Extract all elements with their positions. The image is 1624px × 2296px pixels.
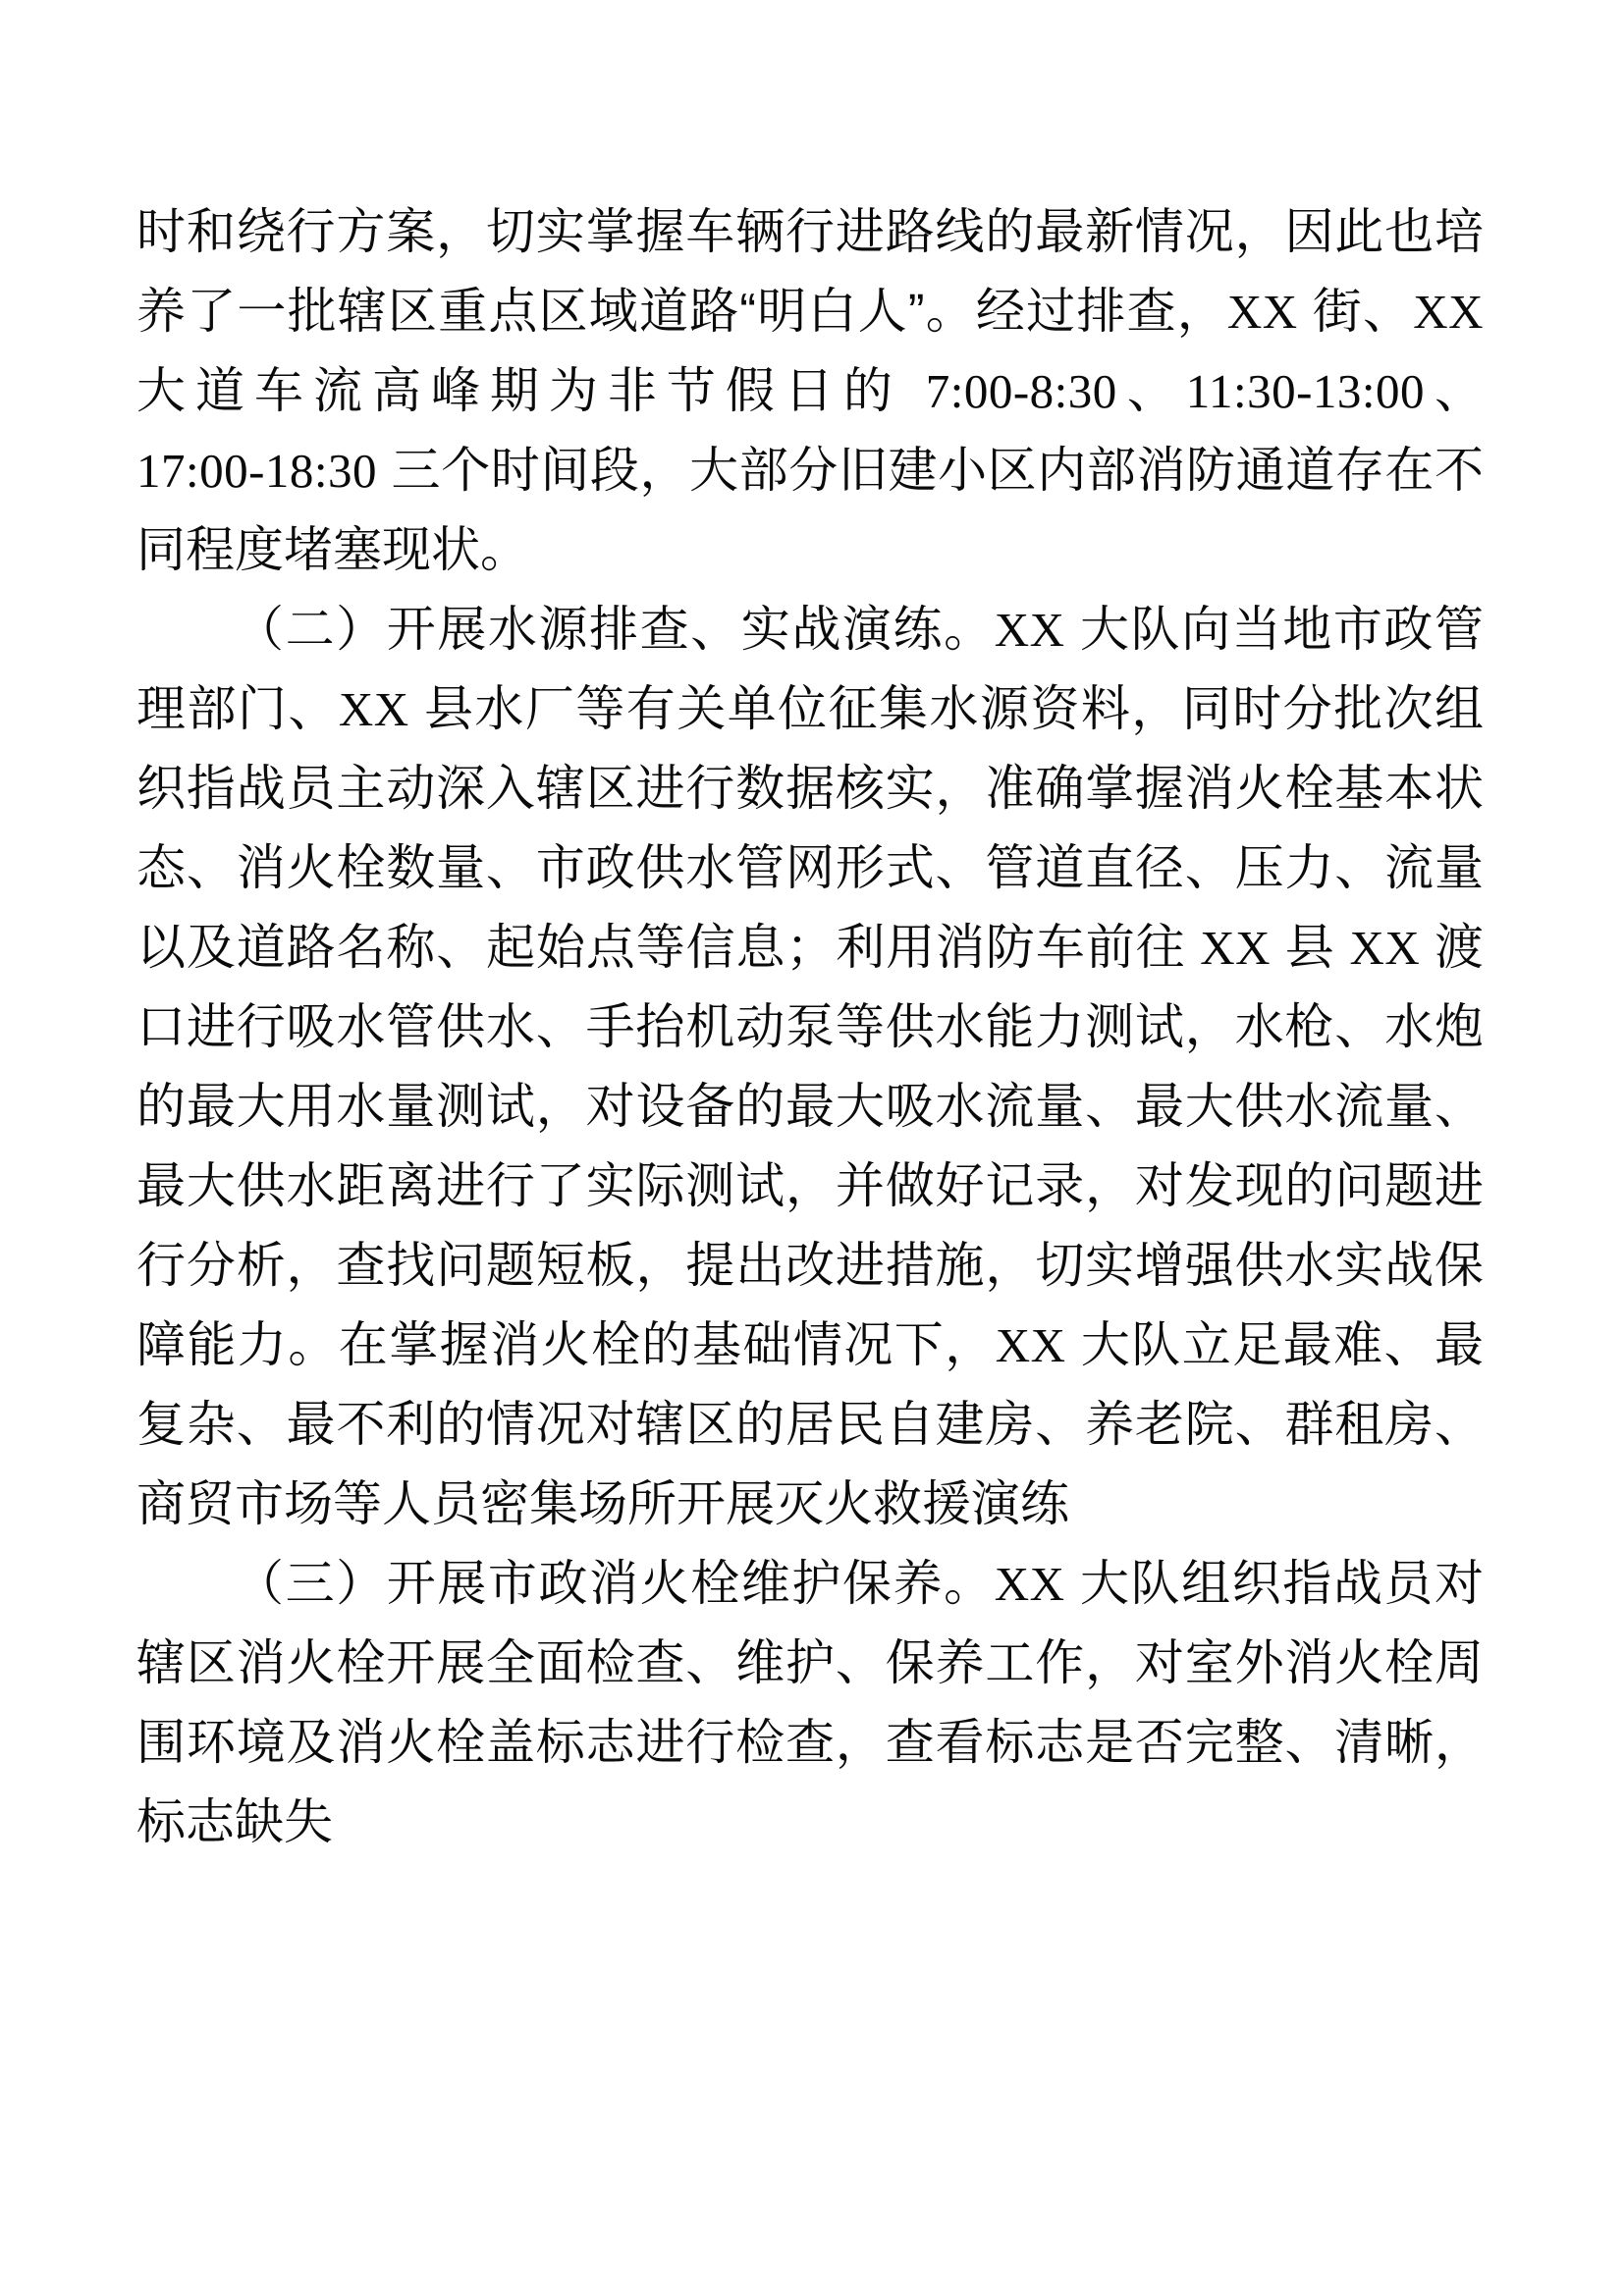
paragraph-continuation: 时和绕行方案，切实掌握车辆行进路线的最新情况，因此也培养了一批辖区重点区域道路“明白人”。经过排查，XX 街、XX 大道车流高峰期为非节假日的 7:00-8:30、11:30-13:00、17:00-18:30 三个时间段，大部分旧建小区内部消防通道存在不同程度堵塞现状。 [136,204,1485,577]
latin-run: XX [338,682,409,736]
paragraph-section-three: （三）开展市政消火栓维护保养。XX 大队组织指战员对辖区消火栓开展全面检查、维护、保养工作，对室外消火栓周围环境及消火栓盖标志进行检查，查看标志是否完整、清晰，标志缺失 [136,1556,1484,1849]
latin-run: XX [995,1318,1066,1372]
latin-run: XX [994,603,1065,657]
latin-run: 17:00-18:30 [136,444,378,498]
latin-run: XX [1349,921,1421,975]
latin-run: XX [1226,285,1298,339]
latin-run: XX [1200,921,1272,975]
latin-run: 7:00-8:30 [925,364,1117,418]
latin-run: 11:30-13:00 [1185,364,1426,418]
latin-run: XX [994,1557,1065,1611]
paragraph-section-two: （二）开展水源排查、实战演练。XX 大队向当地市政管理部门、XX 县水厂等有关单位征集水源资料，同时分批次组织指战员主动深入辖区进行数据核实，准确掌握消火栓基本状态、消火栓数量、市政供水管网形式、管道直径、压力、流量以及道路名称、起始点等信息；利用消防车前往 XX 县 XX 渡口进行吸水管供水、手抬机动泵等供水能力测试，水枪、水炮的最大用水量测试，对设备的最大吸水流量、最大供水流量、最大供水距离进行了实际测试，并做好记录，对发现的问题进行分析，查找问题短板，提出改进措施，切实增强供水实战保障能力。在掌握消火栓的基础情况下，XX 大队立足最难、最复杂、最不利的情况对辖区的居民自建房、养老院、群租房、商贸市场等人员密集场所开展灭火救援演练 [136,602,1484,1531]
latin-run: XX [1413,285,1484,339]
document-body [136,192,1484,1862]
